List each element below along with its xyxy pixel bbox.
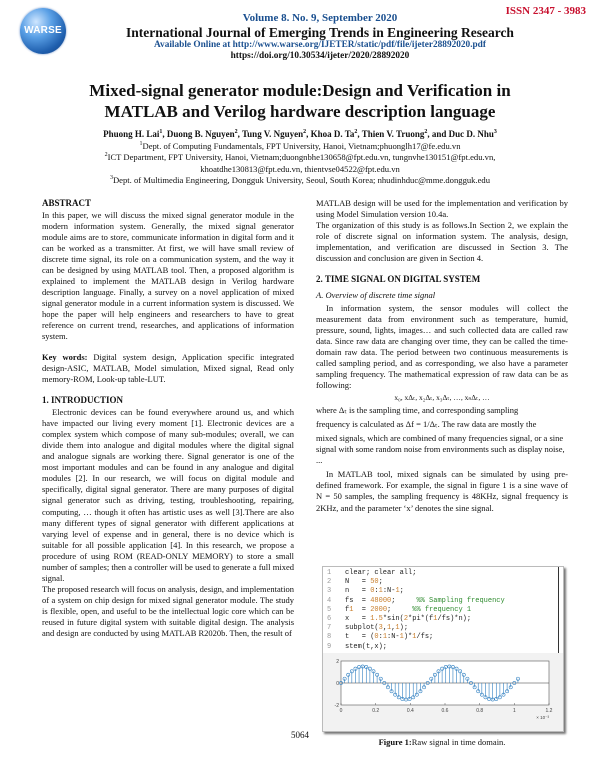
code-line-number: 6	[327, 615, 332, 623]
x-multiplier-label: × 10⁻³	[536, 715, 549, 720]
code-line-number: 3	[327, 587, 332, 596]
masthead	[60, 12, 580, 62]
author-sup: 3	[493, 129, 497, 135]
code-line: subplot(3,1,1);	[345, 624, 409, 633]
affiliation	[20, 152, 580, 163]
affiliation-sup: 3	[109, 175, 113, 182]
figure-1	[322, 566, 564, 732]
code-line: N = 50;	[345, 578, 383, 587]
y-tick-label: 0	[336, 681, 339, 687]
code-line-number: 7	[327, 624, 332, 633]
author-connector: and	[431, 129, 447, 139]
organization-paragraph: The organization of this study is as follows.In Section 2, we explain the role of discrete signal on information system. The analysis, design, implementation, and verification are discussed in Section 3. The discussion and conclusion are given in Section 4.	[316, 220, 568, 264]
code-line-number: 1	[327, 569, 332, 577]
x-tick-label: 1	[512, 708, 516, 714]
affiliation	[20, 164, 580, 175]
keywords-text: Digital system design, Application specific integrated design-ASIC, MATLAB, Model simulation, Mixed signal, Read only memory-ROM, Look-up table-LUT.	[42, 352, 294, 385]
x-tick-label: 1.2	[545, 708, 553, 714]
x-tick-label: 0	[339, 708, 343, 714]
code-line-number: 9	[327, 642, 332, 651]
editor-scrollbar	[558, 567, 559, 653]
code-line-number: 2	[327, 578, 332, 587]
author-name: Thien V. Truong	[361, 129, 425, 139]
title-line-2: MATLAB and Verilog hardware description language	[104, 102, 496, 122]
author-name: Tung V. Nguyen	[242, 129, 304, 139]
left-column	[42, 198, 294, 639]
author-sup: 2	[234, 129, 238, 135]
code-line-number: 8	[327, 633, 332, 642]
affiliation	[20, 141, 580, 152]
matlab-code-block	[323, 567, 563, 653]
available-online-link[interactable]: Available Online at http://www.warse.org/IJETER/static/pdf/file/ijeter28892020.pdf	[154, 40, 486, 51]
code-line: x = 1.5*sin(2*pi*(f1/fs)*n);	[345, 615, 472, 623]
abstract-heading: ABSTRACT	[42, 198, 92, 208]
affiliation-text: Dept. of Computing Fundamentals, FPT University, Hanoi, Vietnam;phuonglh17@fe.edu.vn	[142, 140, 461, 151]
intro-paragraph-2: The proposed research will focus on analysis, design, and implementation of a system on chip design for mixed signal generator module. The study is flexible, open, and useful to be the intellectual logic core which can be reused in future digital system with suitable digital design. The analysis and design are conducted by using MATLAB R2020b. Then, the result of	[42, 583, 294, 639]
code-line: n = 0:1:N-1;	[345, 587, 404, 596]
section-2-paragraph-1: In information system, the sensor modules will collect the measurement data from environment such as temperature, humid, pressure, sound, lights, images… and such collected data are called raw data. Since raw data are changing over time, they can be called the time-domain raw data. The period between two continuous measurements is called sampling period, and as corresponding, we also have a parameter sampling frequency. The mathematical expression of raw data can be as following:	[316, 303, 568, 391]
intro-paragraph-1: Electronic devices can be found everywhere around us, and which have impacted our living every moment [1]. Electronic devices are a complex system which compose of many sub-modules; overall, we can divide them into analogue and digital modules where the digital signal and analogue signals are working there. Signal generator is one of the most important modules and can be found in any analogue and digital modules [2]. In our research, we will focus on digital module and specifically, digital signal generator. There are many purposes of digital signal generator such as driving, testing, troubleshooting, repairing, computing, … though it often has artistic uses as well [3].There are also many different types of signal generator with different applications at varying level of expense and in general, there is no device which is suitable for all possible application [4]. In this research, we propose a procedure of using ROM (READ-ONLY MEMORY) to store a small number of samples; then a controller will be used to generate a full mixed signal.	[42, 407, 294, 583]
x-tick-label: 0.6	[441, 708, 449, 714]
paper-title	[20, 80, 580, 123]
author-sup: 1	[159, 129, 163, 135]
x-tick-label: 0.8	[476, 708, 484, 714]
caption-label: Figure 1:	[378, 737, 412, 747]
frequency-line: frequency is calculated as Δf = 1/Δₜ. The raw data are mostly the	[316, 419, 537, 430]
code-line: clear; clear all;	[345, 569, 417, 577]
author-list: Phuong H. Lai$^1$, Duong B. Nguyen$^2$, Tung V. Nguyen$^2$, Khoa D. Ta$^2$, Thien V. Truong$^2$, and Duc D. Nhu$^3$	[103, 129, 497, 139]
author-sup: 2	[354, 129, 358, 135]
author-sup: 2	[303, 129, 307, 135]
where-line: where Δₜ is the sampling time, and corresponding sampling	[316, 405, 519, 416]
affiliation-text: ICT Department, FPT University, Hanoi, Vietnam;duongnbhe130658@fpt.edu.vn, tungnvhe130151@fpt.edu.vn,	[107, 152, 496, 163]
affiliation-text: khoatdhe130813@fpt.edu.vn, thientvse04522@fpt.edu.vn	[200, 163, 400, 174]
x-tick-label: 0.2	[372, 708, 380, 714]
x-tick-label: 0.4	[406, 708, 414, 714]
subsection-a-heading: A. Overview of discrete time signal	[316, 289, 436, 300]
mixed-signal-line: mixed signals, which are combined of many frequencies signal, or a sine signal with some random noise from environments such as display noise, ...	[316, 433, 565, 466]
code-line: t = (0:1:N-1)*1/fs;	[345, 633, 434, 642]
abstract-text: In this paper, we will discuss the mixed signal generator module in the modern information system. Generally, the mixed signal generator module aims are to store, communicate information in digital form and it can be worked as a transmitter. At first, we will have small review of discrete time signal, its role on a communication system, and the way it can be designed by using MATLAB tool. Then, a proposed algorithm is explained to implement the MATLAB design in Verilog hardware description language. Finally, a survey on a novel application of mixed signal generator module in a current information system is discussed. We hope the paper will help engineers and researchers to have to great reference on current trend, researches, and applications of information system.	[42, 209, 294, 342]
section-2-heading: 2. TIME SIGNAL ON DIGITAL SYSTEM	[316, 274, 481, 285]
author-block	[20, 129, 580, 186]
keywords	[42, 352, 294, 385]
code-line-number: 5	[327, 605, 332, 614]
code-line: fs = 48000; %% Sampling frequency	[345, 596, 505, 605]
journal-name: International Journal of Emerging Trends in Engineering Research	[126, 24, 514, 40]
author-name: Duong B. Nguyen	[166, 129, 235, 139]
section-2-paragraph-2: In MATLAB tool, mixed signals can be simulated by using pre-defined framework. For example, the signal in figure 1 is a sine wave of N = 50 samples, the sampling frequency is 48KHz, signal frequency is 2KHz, and the parameter ‘x’ denotes the sine signal.	[316, 469, 568, 513]
intro-continued: MATLAB design will be used for the implementation and verification by using Model Simulation version 10.4a.	[316, 198, 568, 220]
author-name: Duc D. Nhu	[448, 129, 494, 139]
y-tick-label: -2	[334, 703, 339, 709]
stem-plot	[323, 655, 563, 725]
code-line: f1 = 2000; %% frequency 1	[345, 605, 472, 614]
introduction-heading: 1. INTRODUCTION	[42, 395, 124, 406]
doi-link[interactable]: https://doi.org/10.30534/ijeter/2020/28892020	[230, 50, 410, 61]
caption-text: Raw signal in time domain.	[411, 737, 506, 747]
logo-text: WARSE	[24, 25, 62, 36]
code-line: stem(t,x);	[345, 642, 388, 651]
issn-label: ISSN 2347 - 3983	[505, 5, 586, 17]
affiliation-sup: 2	[104, 152, 108, 159]
affiliation-sup: 1	[139, 141, 143, 148]
author-name: Khoa D. Ta	[310, 129, 355, 139]
author-sup: 2	[424, 129, 428, 135]
equation: x₀, xΔₜ, x₂Δₜ, x₃Δₜ, …, xₙΔₜ, …	[394, 393, 490, 403]
title-line-1: Mixed-signal generator module:Design and Verification in	[89, 81, 511, 100]
keywords-label: Key words:	[42, 352, 88, 363]
affiliation-text: Dept. of Multimedia Engineering, Dongguk University, Seoul, South Korea; nhudinhduc@mme.dongguk.edu	[112, 174, 491, 185]
right-column	[316, 198, 568, 514]
code-line-number: 4	[327, 596, 332, 605]
page-number: 5064	[291, 730, 309, 740]
affiliation	[20, 175, 580, 186]
y-tick-label: 2	[336, 659, 339, 665]
volume-info: Volume 8. No. 9, September 2020	[242, 12, 398, 24]
author-name: Phuong H. Lai	[103, 129, 160, 139]
